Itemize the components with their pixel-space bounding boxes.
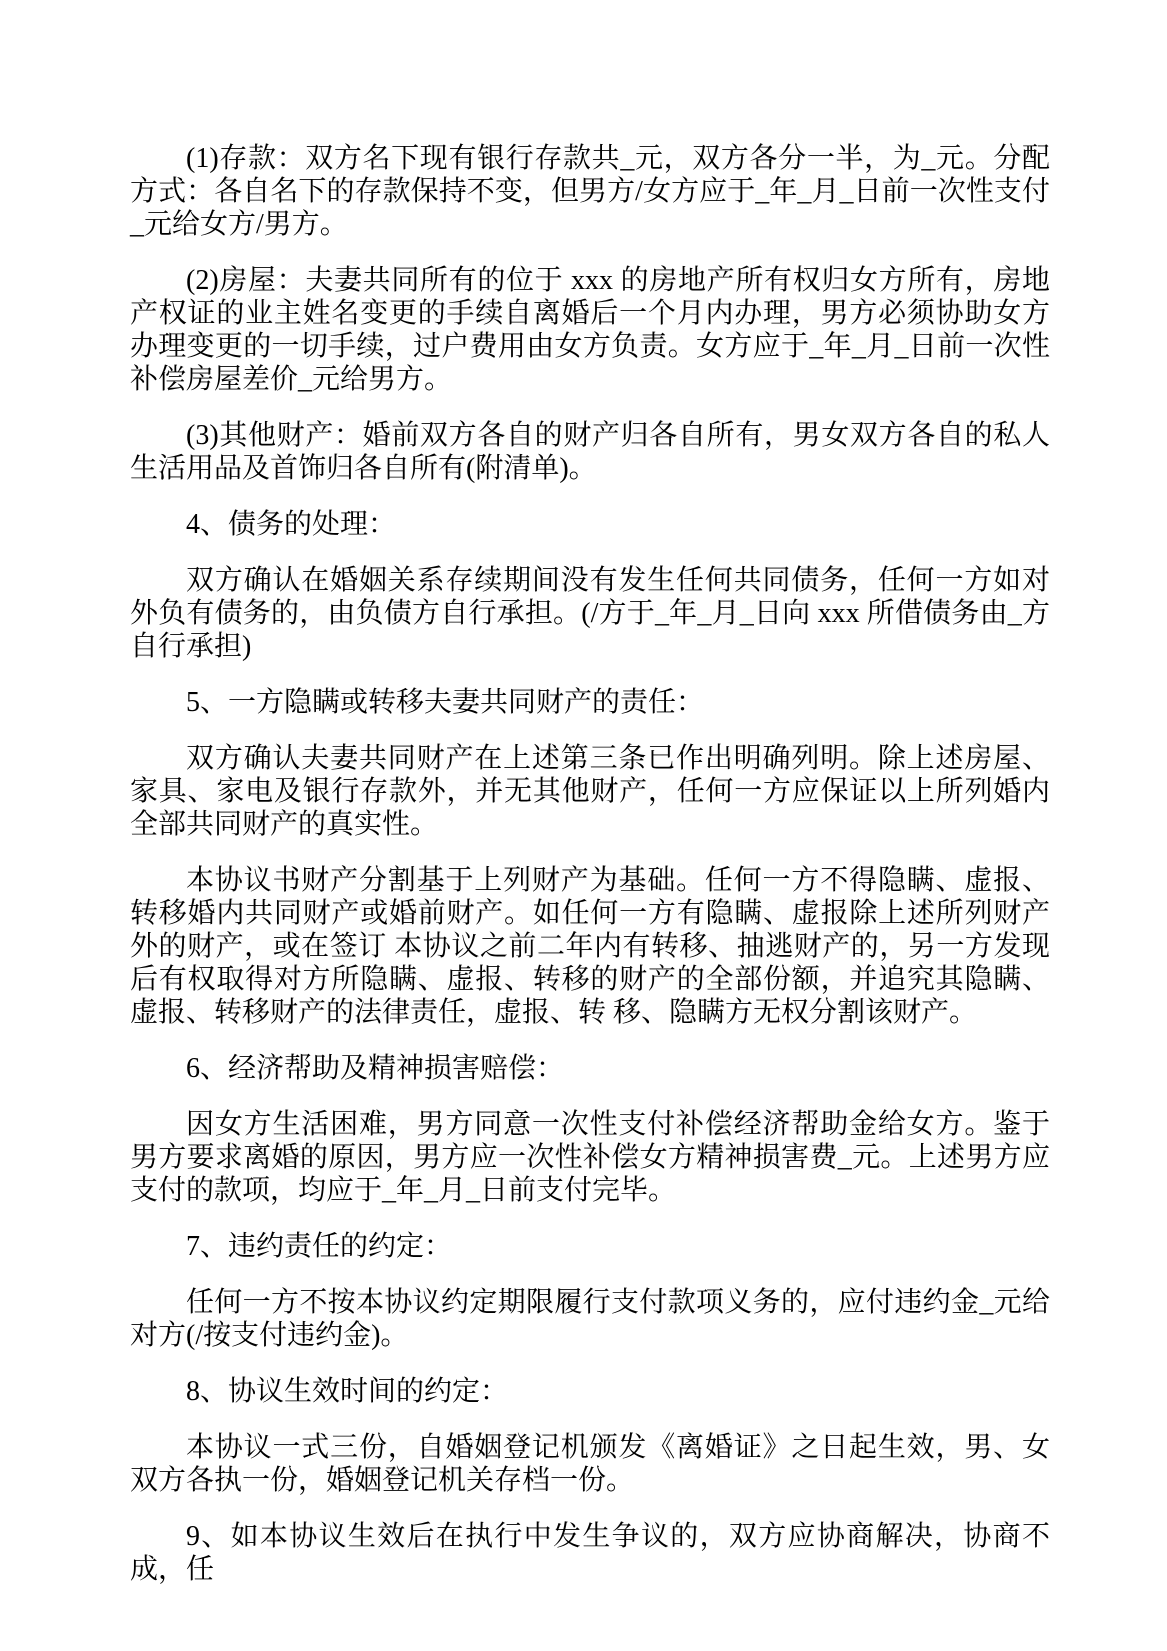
para-breach-liability: 任何一方不按本协议约定期限履行支付款项义务的，应付违约金_元给对方(/按支付违约金)。	[130, 1287, 1050, 1351]
heading-4-debt: 4、债务的处理：	[186, 509, 397, 540]
heading-7-breach: 7、违约责任的约定：	[186, 1231, 453, 1262]
heading-6-compensation: 6、经济帮助及精神损害赔偿：	[186, 1053, 565, 1084]
para-effective-copies: 本协议一式三份，自婚姻登记机颁发《离婚证》之日起生效，男、女双方各执一份，婚姻登记机关存档一份。	[130, 1432, 1050, 1496]
para-concealment-1: 双方确认夫妻共同财产在上述第三条已作出明确列明。除上述房屋、家具、家电及银行存款外，并无其他财产，任何一方应保证以上所列婚内全部共同财产的真实性。	[130, 743, 1050, 840]
clause-3-other-property: (3)其他财产：婚前双方各自的财产归各自所有，男女双方各自的私人生活用品及首饰归各自所有(附清单)。	[130, 420, 1050, 484]
para-compensation: 因女方生活困难，男方同意一次性支付补偿经济帮助金给女方。鉴于男方要求离婚的原因，男方应一次性补偿女方精神损害费_元。上述男方应支付的款项，均应于_年_月_日前支付完毕。	[130, 1109, 1050, 1206]
clause-2-house: (2)房屋：夫妻共同所有的位于 xxx 的房地产所有权归女方所有，房地产权证的业主姓名变更的手续自离婚后一个月内办理，男方必须协助女方办理变更的一切手续，过户费用由女方负责。女方应于_年_月_日前一次性补偿房屋差价_元给男方。	[130, 265, 1050, 395]
para-9-dispute: 9、如本协议生效后在执行中发生争议的，双方应协商解决，协商不成，任	[130, 1521, 1050, 1585]
para-debt-handling: 双方确认在婚姻关系存续期间没有发生任何共同债务，任何一方如对外负有债务的，由负债方自行承担。(/方于_年_月_日向 xxx 所借债务由_方自行承担)	[130, 565, 1050, 662]
para-concealment-2: 本协议书财产分割基于上列财产为基础。任何一方不得隐瞒、虚报、转移婚内共同财产或婚前财产。如任何一方有隐瞒、虚报除上述所列财产外的财产，或在签订 本协议之前二年内有转移、抽逃财产的，另一方发现后有权取得对方所隐瞒、虚报、转移的财产的全部份额，并追究其隐瞒、虚报、转移财产的法律责任，虚报、转 移、隐瞒方无权分割该财产。	[130, 865, 1050, 1028]
heading-5-concealment: 5、一方隐瞒或转移夫妻共同财产的责任：	[186, 687, 705, 718]
heading-8-effective-time: 8、协议生效时间的约定：	[186, 1376, 509, 1407]
clause-1-deposit: (1)存款：双方名下现有银行存款共_元，双方各分一半，为_元。分配方式：各自名下的存款保持不变，但男方/女方应于_年_月_日前一次性支付_元给女方/男方。	[130, 143, 1050, 240]
